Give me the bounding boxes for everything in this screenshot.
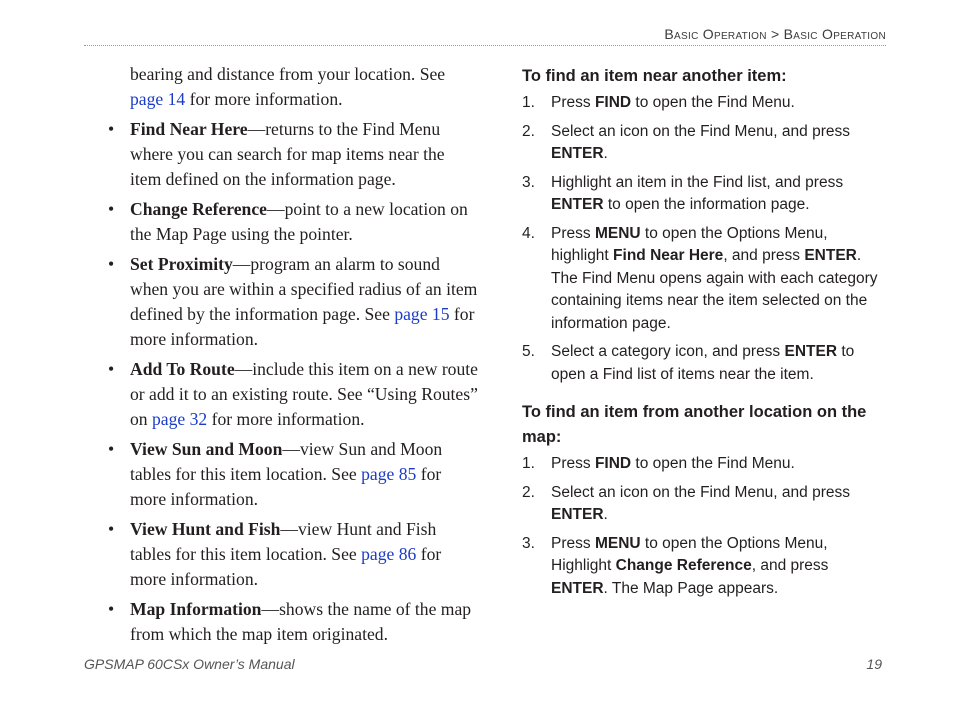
bullet-term: View Hunt and Fish bbox=[130, 519, 281, 539]
procedure-step: 3. Press MENU to open the Options Menu, Highlight Change Reference, and press ENTER. The Map Page appears. bbox=[522, 534, 829, 597]
page-header bbox=[84, 26, 886, 42]
key-name: ENTER bbox=[551, 145, 604, 162]
bullet-item-add-to-route: • Add To Route—include this item on a new route or add it to an existing route. See “Using Routes” on page 32 for more information. bbox=[108, 359, 478, 429]
page-link[interactable]: page 86 bbox=[361, 544, 417, 564]
step-number: 5. bbox=[522, 343, 535, 360]
procedure-title: To find an item from another location on the map: bbox=[522, 403, 867, 446]
key-name: FIND bbox=[594, 455, 632, 472]
step-number: 3. bbox=[522, 534, 535, 552]
menu-option-name: Find Near Here bbox=[613, 247, 724, 264]
procedure-step: 2. Select an icon on the Find Menu, and press ENTER. bbox=[522, 122, 850, 162]
intro-paragraph: bearing and distance from your location. See page 14 for more information. bbox=[130, 64, 446, 109]
bullet-icon: • bbox=[108, 439, 115, 459]
bullet-icon: • bbox=[108, 599, 115, 619]
procedure-title: To find an item near another item: bbox=[522, 67, 787, 85]
bullet-item-find-near-here: • Find Near Here—returns to the Find Menu where you can search for map items near the item defined on the information page. bbox=[108, 119, 445, 189]
step-number: 1. bbox=[522, 94, 535, 111]
bullet-term: View Sun and Moon bbox=[130, 439, 283, 459]
key-name: FIND bbox=[594, 94, 632, 111]
step-number: 3. bbox=[522, 173, 535, 191]
key-name: MENU bbox=[594, 224, 641, 242]
right-column bbox=[522, 64, 882, 606]
bullet-icon: • bbox=[108, 119, 115, 139]
page-link[interactable]: page 15 bbox=[394, 304, 450, 324]
bullet-term: Set Proximity bbox=[130, 254, 233, 274]
bullet-term: Add To Route bbox=[130, 359, 235, 379]
key-name: ENTER bbox=[551, 196, 604, 213]
bullet-icon: • bbox=[108, 359, 115, 379]
bullet-icon: • bbox=[108, 519, 115, 539]
bullet-item-set-proximity: • Set Proximity—program an alarm to sound when you are within a specified radius of an item defined by the information page. See page 15 for more information. bbox=[108, 254, 478, 349]
procedure-step: 5. Select a category icon, and press ENTER to open a Find list of items near the item. bbox=[522, 343, 855, 383]
key-name: ENTER bbox=[804, 247, 857, 264]
left-column bbox=[108, 62, 480, 652]
key-name: ENTER bbox=[551, 506, 604, 523]
bullet-icon: • bbox=[108, 254, 115, 274]
bullet-item-view-sun-and-moon: • View Sun and Moon—view Sun and Moon tables for this item location. See page 85 for more information. bbox=[108, 439, 443, 509]
procedure-step: 3. Highlight an item in the Find list, and press ENTER to open the information page. bbox=[522, 173, 844, 213]
bullet-term: Map Information bbox=[130, 599, 262, 619]
bullet-item-map-information: • Map Information—shows the name of the map from which the map item originated. bbox=[108, 599, 472, 644]
procedure-step: 1. Press FIND to open the Find Menu. bbox=[522, 92, 882, 115]
key-name: ENTER bbox=[784, 343, 838, 360]
header-divider bbox=[84, 45, 886, 46]
bullet-icon: • bbox=[108, 199, 115, 219]
bullet-term: Change Reference bbox=[130, 199, 267, 219]
procedure-step: 1. Press FIND to open the Find Menu. bbox=[522, 453, 882, 476]
bullet-item-change-reference: • Change Reference—point to a new location on the Map Page using the pointer. bbox=[108, 199, 468, 244]
breadcrumb-section: Basic Operation bbox=[783, 26, 886, 42]
bullet-item-view-hunt-and-fish: • View Hunt and Fish—view Hunt and Fish tables for this item location. See page 86 for more information. bbox=[108, 519, 442, 589]
breadcrumb-separator: > bbox=[770, 26, 780, 42]
step-number: 2. bbox=[522, 483, 535, 501]
menu-option-name: Change Reference bbox=[615, 557, 752, 574]
page-link[interactable]: page 32 bbox=[152, 409, 208, 429]
step-number: 2. bbox=[522, 122, 535, 140]
procedure-step: 2. Select an icon on the Find Menu, and press ENTER. bbox=[522, 483, 850, 523]
key-name: MENU bbox=[594, 534, 641, 552]
step-number: 1. bbox=[522, 455, 535, 472]
footer-manual-title: GPSMAP 60CSx Owner’s Manual bbox=[84, 656, 295, 672]
key-name: ENTER bbox=[551, 579, 604, 597]
page-link[interactable]: page 85 bbox=[361, 464, 417, 484]
step-number: 4. bbox=[522, 224, 535, 242]
bullet-term: Find Near Here bbox=[130, 119, 248, 139]
procedure-step: 4. Press MENU to open the Options Menu, highlight Find Near Here, and press ENTER. The Find Menu opens again with each category containing items near the item selected on the information page. bbox=[522, 224, 878, 332]
page-link[interactable]: page 14 bbox=[130, 89, 186, 109]
page-number: 19 bbox=[866, 656, 882, 672]
breadcrumb-chapter: Basic Operation bbox=[664, 26, 767, 42]
